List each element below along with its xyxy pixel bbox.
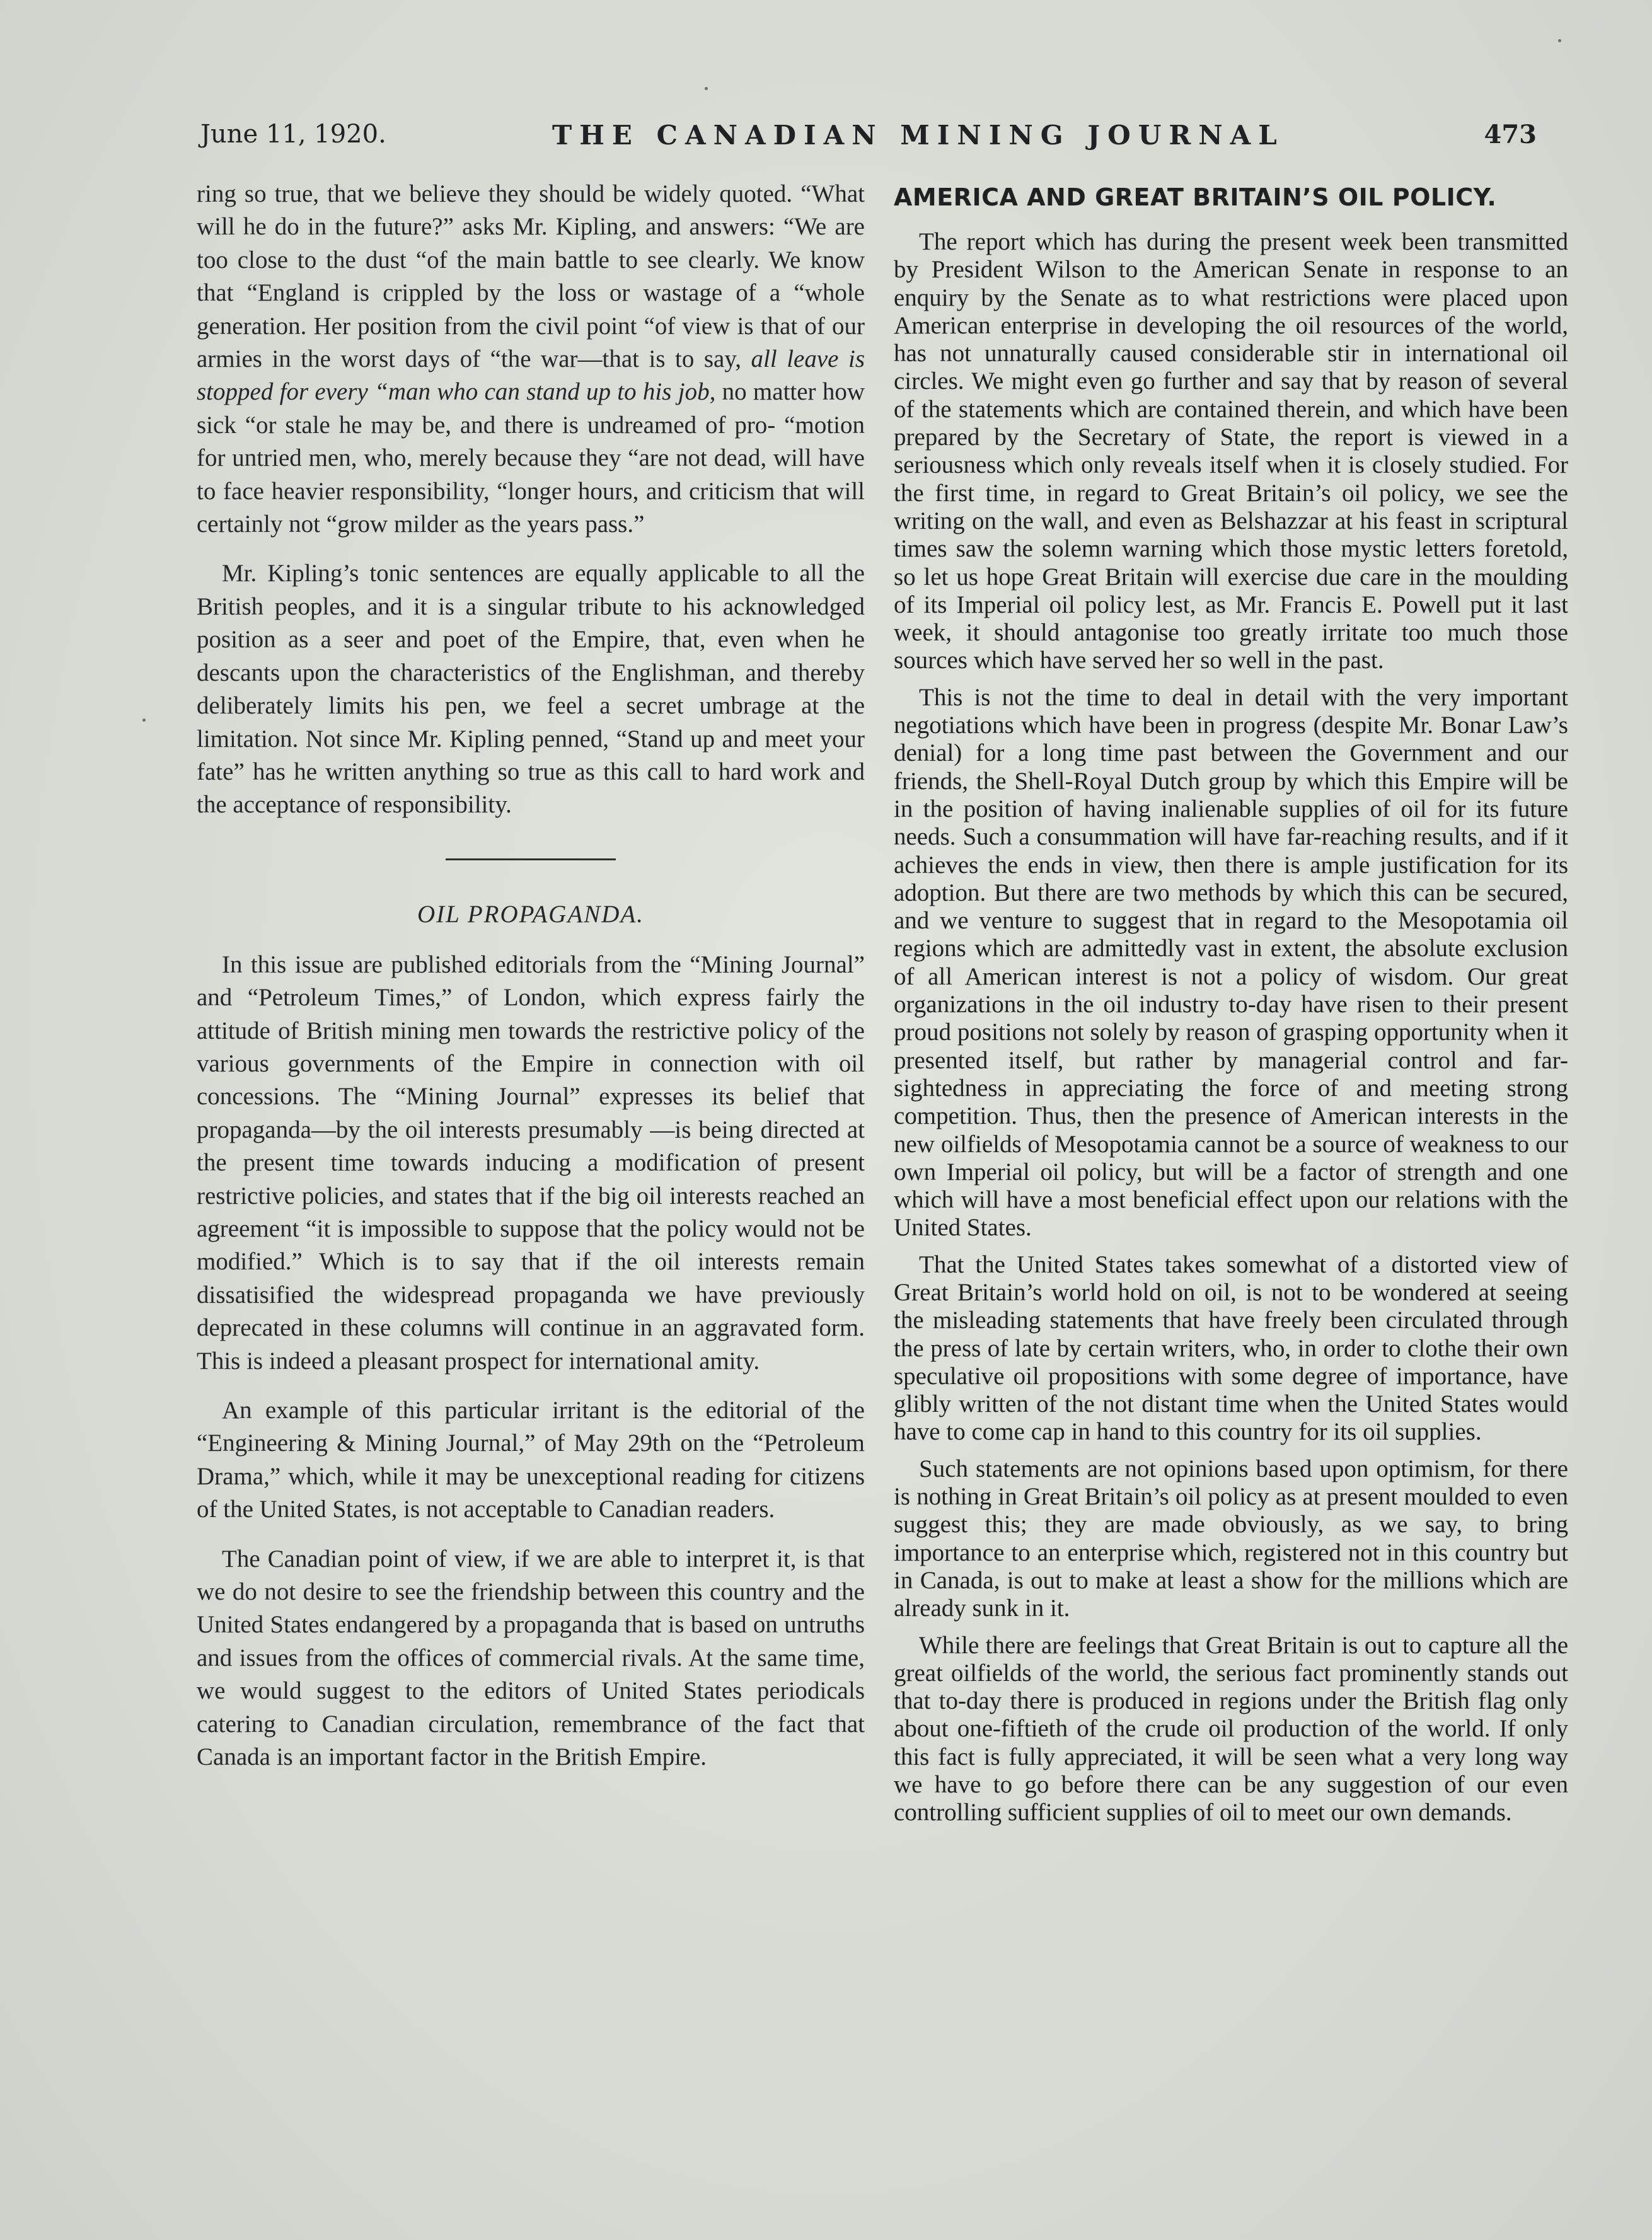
page-number: 473 [1484,120,1537,149]
article-paragraph-5: While there are feelings that Great Britain is out to capture all the great oilfields of the world, the serious fact prominently stands out that to-day there is produced in regions under the British flag only about one-fiftieth of the crude oil production of the world. If only this fact is fully appreciated, it will be seen what a very long way we have to go before there can be any suggestion of our even controlling sufficient supplies of oil to meet our own demands. [894,1631,1568,1827]
article-paragraph-4: Such statements are not opinions based upon optimism, for there is nothing in Great Britain’s oil policy as at present moulded to even suggest this; they are made obviously, as we say, to bring importance to an enterprise which, registered not in this country but in Canada, is out to make at least a show for the millions which are already sunk in it. [894,1455,1568,1622]
paper-speck [705,87,708,90]
article-heading: AMERICA AND GREAT BRITAIN’S OIL POLICY. [894,183,1497,211]
oil-propaganda-paragraph-1: In this issue are published editorials from the “Mining Journal” and “Petroleum Times,” of London, which express fairly the attitude of British mining men towards the restrictive policy of the various governments of the Empire in connection with oil concessions. The “Mining Journal” expresses its belief that propaganda—by the oil interests presumably —is being directed at the present time towards inducing a modification of present restrictive policies, and states that if the big oil interests reached an agreement “it is impossible to suppose that the policy would not be modified.” Which is to say that if the oil interests remain dissatisified the widespread propaganda we have previously deprecated in these columns will continue in an aggravated form. This is indeed a pleasant prospect for international amity. [197,950,865,1375]
section-title: OIL PROPAGANDA. [417,900,645,928]
kipling-commentary-paragraph: Mr. Kipling’s tonic sentences are equally applicable to all the British peoples, and it is a singular tribute to his acknowledged position as a seer and poet of the Empire, that, even when he descants upon the characteristics of the Englishman, and thereby deliberately limits his pen, we feel a secret umbrage at the limitation. Not since Mr. Kipling penned, “Stand up and meet your fate” has he written anything so true as this call to hard work and the acceptance of responsibility. [197,560,865,819]
article-paragraph-1: The report which has during the present week been transmitted by President Wilson to the American Senate in response to an enquiry by the Senate as to what restrictions were placed upon American enterprise in developing the oil resources of the world, has not unnaturally caused considerable stir in international oil circles. We might even go further and say that by reason of several of the statements which are contained therein, and which have been prepared by the Secretary of State, the report is viewed in a seriousness which only reveals itself when it is closely studied. For the first time, in regard to Great Britain’s oil policy, we see the writing on the wall, and even as Belshazzar at his feast in scriptural times saw the solemn warning which those mystic letters foretold, so let us hope Great Britain will exercise due care in the moulding of its Imperial oil policy lest, as Mr. Francis E. Powell put it last week, it should antagonise too greatly irritate too much those sources which have served her so well in the past. [894,228,1568,674]
paper-speck [142,719,146,722]
text-run: no matter how sick “or stale he may be, and there is undreamed of pro- “motion for untried men, who, merely because they “are not dead, will have to face heavier responsibility, “longer hours, and criticism that will certainly not “grow milder as the years pass.” [197,378,865,538]
kipling-quote-paragraph [197,178,865,541]
oil-propaganda-paragraph-3: The Canadian point of view, if we are able to interpret it, is that we do not desire to see the friendship between this country and the United States endangered by a propaganda that is based on untruths and issues from the offices of commercial rivals. At the same time, we would suggest to the editors of United States periodicals catering to Canadian circulation, remembrance of the fact that Canada is an important factor in the British Empire. [197,1545,865,1771]
article-paragraph-2: This is not the time to deal in detail with the very important negotiations which have been in progress (despite Mr. Bonar Law’s denial) for a long time past between the Government and our friends, the Shell-Royal Dutch group by which this Empire will be in the position of having inalienable supplies of oil for its future needs. Such a consummation will have far-reaching results, and if it achieves the ends in view, then there is ample justification for its adoption. But there are two methods by which this can be secured, and we venture to suggest that in regard to the Mesopotamia oil regions which are admittedly vast in extent, the absolute exclusion of all American interest is not a policy of wisdom. Our great organizations in the oil industry to-day have risen to their present proud positions not solely by reason of grasping opportunity when it presented itself, but rather by managerial control and far-sightedness in appreciating the force of and meeting strong competition. Thus, then the presence of American interests in the new oilfields of Mesopotamia cannot be a source of weakness to our own Imperial oil policy, but will be a factor of strength and one which will have a most beneficial effect upon our relations with the United States. [894,683,1568,1242]
issue-date: June 11, 1920. [200,120,386,149]
journal-title: THE CANADIAN MINING JOURNAL [552,120,1285,151]
section-divider [446,858,616,860]
page-header [200,120,1537,158]
oil-propaganda-paragraph-2: An example of this particular irritant is the editorial of the “Engineering & Mining Journal,” of May 29th on the “Petroleum Drama,” which, while it may be unexceptional reading for citizens of the United States, is not acceptable to Canadian readers. [197,1397,865,1523]
text-run: ring so true, that we believe they should be widely quoted. “What will he do in the future?” asks Mr. Kipling, and answers: “We are too close to the dust “of the main battle to see clearly. We know that “England is crippled by the loss or wastage of a “whole generation. Her position from the civil point “of view is that of our armies in the worst days of “the war—that is to say, [197,180,865,373]
left-column [197,178,865,1774]
article-paragraph-3: That the United States takes somewhat of a distorted view of Great Britain’s world hold on oil, is not to be wondered at seeing the misleading statements that have freely been circulated through the press of late by certain writers, who, in order to clothe their own speculative oil propositions with some degree of importance, have glibly written of the not distant time when the United States would have to come cap in hand to this country for its oil supplies. [894,1250,1568,1446]
italic-text-run: all leave is stopped for every “man who can stand up to his job, [197,345,865,406]
right-column [894,178,1568,1827]
paper-speck [1558,39,1561,42]
article-body [894,228,1568,1827]
